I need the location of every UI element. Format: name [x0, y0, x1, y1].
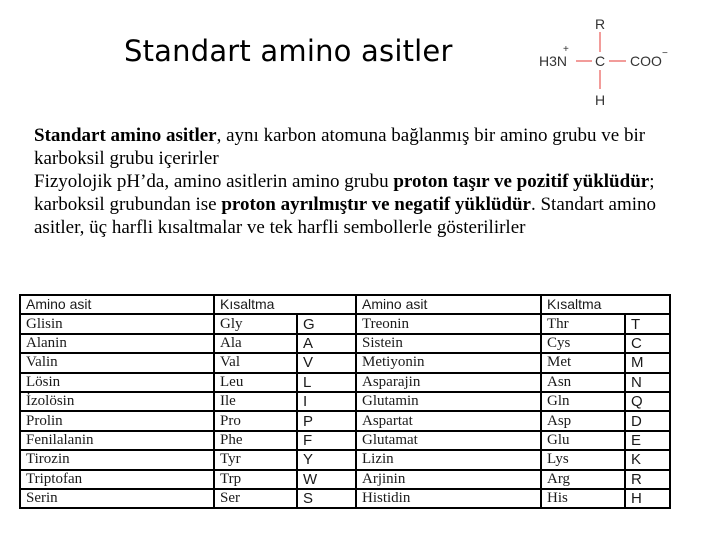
amino-acid-name-cell: Asparajin [356, 373, 541, 392]
table-row [20, 314, 670, 333]
table-row [20, 392, 670, 411]
three-letter-code-cell: Leu [214, 373, 297, 392]
three-letter-code-cell: Ile [214, 392, 297, 411]
three-letter-code-cell: Phe [214, 431, 297, 450]
table-row [20, 411, 670, 430]
three-letter-code-cell: Lys [541, 450, 625, 469]
formula-amine-charge: + [563, 44, 569, 55]
amino-acid-name-cell: Glutamin [356, 392, 541, 411]
negative-charge-emphasis: proton ayrılmıştır ve negatif yüklüdür [221, 194, 531, 215]
amino-acid-name-cell: Sistein [356, 334, 541, 353]
definition-text: , aynı karbon atomuna bağlanmış bir amino grubu ve bir karboksil grubu içerirler [34, 125, 646, 169]
table-row [20, 373, 670, 392]
three-letter-code-cell: Cys [541, 334, 625, 353]
one-letter-code-cell: T [625, 314, 670, 333]
header-amino-acid-left: Amino asit [20, 295, 214, 314]
one-letter-code-cell: C [625, 334, 670, 353]
amino-acid-name-cell: Alanin [20, 334, 214, 353]
amino-acid-table [19, 294, 671, 509]
formula-hydrogen: H [595, 92, 606, 108]
one-letter-code-cell: P [297, 411, 356, 430]
one-letter-code-cell: M [625, 353, 670, 372]
three-letter-code-cell: Asn [541, 373, 625, 392]
amino-acid-name-cell: İzolösin [20, 392, 214, 411]
one-letter-code-cell: W [297, 470, 356, 489]
amino-acid-name-cell: Glisin [20, 314, 214, 333]
three-letter-code-cell: Ser [214, 489, 297, 508]
table-body [20, 314, 670, 508]
three-letter-code-cell: Ala [214, 334, 297, 353]
one-letter-code-cell: G [297, 314, 356, 333]
three-letter-code-cell: Val [214, 353, 297, 372]
table-row [20, 470, 670, 489]
one-letter-code-cell: K [625, 450, 670, 469]
header-abbreviation-left: Kısaltma [214, 295, 356, 314]
positive-charge-emphasis: proton taşır ve pozitif yüklüdür [393, 171, 650, 192]
three-letter-code-cell: Met [541, 353, 625, 372]
formula-carboxylate: COO [630, 53, 662, 69]
three-letter-code-cell: Gly [214, 314, 297, 333]
ph-text-1: Fizyolojik pH’da, amino asitlerin amino grubu [34, 171, 394, 192]
one-letter-code-cell: A [297, 334, 356, 353]
three-letter-code-cell: Pro [214, 411, 297, 430]
ph-text-3: . Standart amino asitler, üç harfli kısaltmalar ve tek harfli sembollerle gösterilirler [34, 194, 657, 238]
one-letter-code-cell: Q [625, 392, 670, 411]
amino-acid-name-cell: Metiyonin [356, 353, 541, 372]
header-abbreviation-right: Kısaltma [541, 295, 670, 314]
term-standard-amino-acids: Standart amino asitler [34, 125, 217, 146]
three-letter-code-cell: Gln [541, 392, 625, 411]
three-letter-code-cell: Arg [541, 470, 625, 489]
three-letter-code-cell: Glu [541, 431, 625, 450]
amino-acid-name-cell: Fenilalanin [20, 431, 214, 450]
three-letter-code-cell: Tyr [214, 450, 297, 469]
amino-acid-name-cell: Glutamat [356, 431, 541, 450]
three-letter-code-cell: Thr [541, 314, 625, 333]
ph-text-2: ; karboksil grubundan ise [34, 171, 655, 215]
header-amino-acid-right: Amino asit [356, 295, 541, 314]
one-letter-code-cell: L [297, 373, 356, 392]
table-row [20, 489, 670, 508]
formula-r: R [595, 16, 606, 32]
one-letter-code-cell: V [297, 353, 356, 372]
paragraph-physiological-ph [34, 170, 694, 239]
amino-acid-name-cell: Lizin [356, 450, 541, 469]
three-letter-code-cell: Asp [541, 411, 625, 430]
one-letter-code-cell: F [297, 431, 356, 450]
amino-acid-name-cell: Lösin [20, 373, 214, 392]
formula-carbon: C [595, 53, 606, 69]
amino-acid-name-cell: Histidin [356, 489, 541, 508]
formula-amine: H3N [539, 53, 568, 69]
amino-acid-name-cell: Treonin [356, 314, 541, 333]
body-text [34, 124, 694, 239]
amino-acid-name-cell: Tirozin [20, 450, 214, 469]
amino-acid-name-cell: Arjinin [356, 470, 541, 489]
one-letter-code-cell: E [625, 431, 670, 450]
one-letter-code-cell: I [297, 392, 356, 411]
three-letter-code-cell: Trp [214, 470, 297, 489]
amino-acid-name-cell: Aspartat [356, 411, 541, 430]
one-letter-code-cell: S [297, 489, 356, 508]
one-letter-code-cell: D [625, 411, 670, 430]
table-header-row [20, 295, 670, 314]
table-row [20, 450, 670, 469]
three-letter-code-cell: His [541, 489, 625, 508]
amino-acid-name-cell: Triptofan [20, 470, 214, 489]
one-letter-code-cell: N [625, 373, 670, 392]
table-row [20, 353, 670, 372]
amino-acid-name-cell: Serin [20, 489, 214, 508]
table-row [20, 431, 670, 450]
amino-acid-name-cell: Valin [20, 353, 214, 372]
amino-acid-structure-formula [534, 12, 684, 112]
one-letter-code-cell: R [625, 470, 670, 489]
amino-acid-name-cell: Prolin [20, 411, 214, 430]
formula-carboxylate-charge: − [662, 48, 668, 59]
table-row [20, 334, 670, 353]
slide-title: Standart amino asitler [124, 34, 453, 68]
one-letter-code-cell: Y [297, 450, 356, 469]
one-letter-code-cell: H [625, 489, 670, 508]
paragraph-definition [34, 124, 694, 170]
